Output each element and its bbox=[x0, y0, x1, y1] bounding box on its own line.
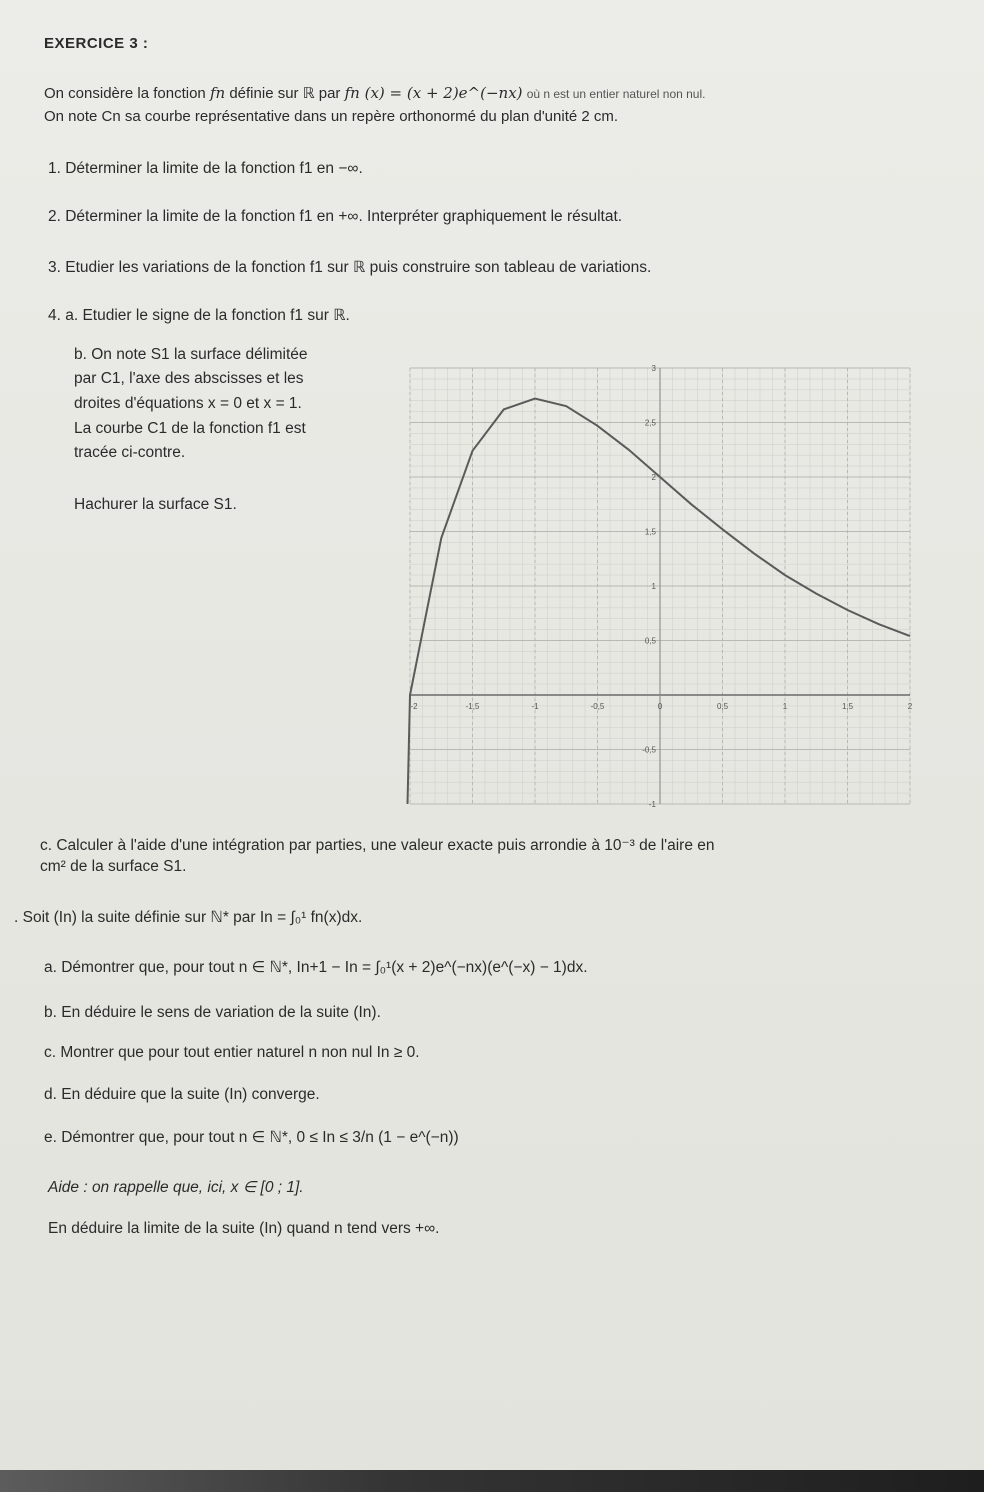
question-4b-line-6: Hachurer la surface S1. bbox=[74, 496, 237, 513]
question-5d: d. En déduire que la suite (In) converge. bbox=[44, 1086, 320, 1103]
question-3: 3. Etudier les variations de la fonction f1 sur ℝ puis construire son tableau de variations. bbox=[48, 259, 652, 276]
question-4a: 4. a. Etudier le signe de la fonction f1 sur ℝ. bbox=[48, 307, 350, 324]
x-tick-label: -1,5 bbox=[465, 702, 480, 711]
y-tick-label: 0,5 bbox=[644, 636, 656, 646]
conclusion-question: En déduire la limite de la suite (In) quand n tend vers +∞. bbox=[48, 1220, 440, 1237]
question-4b-line-4: La courbe C1 de la fonction f1 est bbox=[74, 420, 306, 437]
question-4c-line-1: c. Calculer à l'aide d'une intégration par parties, une valeur exacte puis arrondie à 10⁻³ de l'aire en bbox=[40, 837, 715, 854]
x-tick-label: -2 bbox=[410, 702, 418, 711]
curve-c1 bbox=[408, 399, 911, 805]
y-tick-label: 1 bbox=[651, 582, 656, 591]
x-tick-label: -0,5 bbox=[590, 702, 605, 711]
function-graph bbox=[404, 362, 916, 810]
x-tick-label: -1 bbox=[531, 702, 539, 711]
intro-text-a: On considère la fonction bbox=[44, 85, 206, 102]
x-tick-label: 0,5 bbox=[716, 702, 729, 711]
question-4b-line-5: tracée ci-contre. bbox=[74, 444, 186, 461]
y-tick-label: 2,5 bbox=[644, 418, 656, 428]
y-tick-label: 2 bbox=[651, 473, 656, 482]
exercise-title: EXERCICE 3 : bbox=[44, 35, 149, 52]
intro-line-1 bbox=[44, 84, 705, 102]
question-5b: b. En déduire le sens de variation de la suite (In). bbox=[44, 1004, 381, 1021]
x-tick-label: 1,5 bbox=[841, 702, 854, 711]
y-tick-label: 1,5 bbox=[644, 527, 656, 537]
x-tick-label: 2 bbox=[907, 702, 913, 711]
question-5a: a. Démontrer que, pour tout n ∈ ℕ*, In+1 − In = ∫₀¹(x + 2)e^(−nx)(e^(−x) − 1)dx. bbox=[44, 959, 588, 976]
question-2: 2. Déterminer la limite de la fonction f1 en +∞. Interpréter graphiquement le résultat. bbox=[48, 208, 623, 225]
y-tick-label: -1 bbox=[648, 800, 656, 809]
intro-text-c: où n est un entier naturel non nul. bbox=[526, 87, 706, 101]
question-4b-line-3: droites d'équations x = 0 et x = 1. bbox=[74, 395, 302, 412]
intro-line-2: On note Cn sa courbe représentative dans un repère orthonormé du plan d'unité 2 cm. bbox=[44, 108, 619, 125]
question-1: 1. Déterminer la limite de la fonction f1 en −∞. bbox=[48, 160, 363, 177]
question-5e: e. Démontrer que, pour tout n ∈ ℕ*, 0 ≤ In ≤ 3/n (1 − e^(−n)) bbox=[44, 1129, 459, 1146]
y-tick-label: -0,5 bbox=[642, 745, 656, 755]
question-5: . Soit (In) la suite définie sur ℕ* par In = ∫₀¹ fn(x)dx. bbox=[14, 909, 363, 926]
question-4c-line-2: cm² de la surface S1. bbox=[40, 858, 187, 875]
bottom-dark-edge bbox=[0, 1470, 984, 1492]
intro-text-b: définie sur ℝ par bbox=[229, 85, 341, 102]
question-4b-line-1: b. On note S1 la surface délimitée bbox=[74, 346, 308, 363]
x-tick-label: 0 bbox=[657, 702, 663, 711]
intro-fn: fn bbox=[209, 84, 226, 102]
intro-formula: fn (x) = (x + 2)e^(−nx) bbox=[344, 84, 523, 102]
question-5c: c. Montrer que pour tout entier naturel n non nul In ≥ 0. bbox=[44, 1044, 420, 1061]
question-4b-line-2: par C1, l'axe des abscisses et les bbox=[74, 370, 304, 387]
hint-text: Aide : on rappelle que, ici, x ∈ [0 ; 1]. bbox=[48, 1179, 304, 1196]
y-tick-label: 3 bbox=[651, 364, 656, 373]
x-tick-label: 1 bbox=[782, 702, 788, 711]
